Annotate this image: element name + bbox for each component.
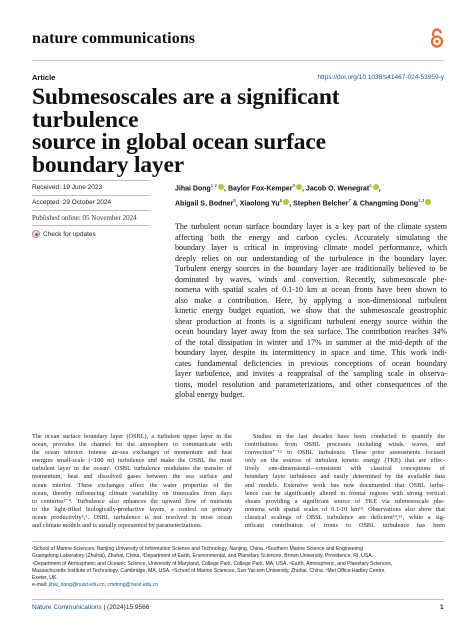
author-name[interactable]: Changming Dong bbox=[359, 200, 419, 208]
body-column-left bbox=[32, 433, 232, 530]
article-title bbox=[32, 86, 442, 176]
affiliation-superscript: 7 bbox=[348, 197, 351, 203]
author-separator: & bbox=[350, 200, 360, 208]
abstract-line: The turbulent ocean surface boundary layer is a key part of the climate system bbox=[175, 222, 447, 231]
author-name[interactable]: Jihai Dong bbox=[175, 185, 211, 193]
title-line: Submesoscales are a significant turbulence bbox=[32, 84, 340, 133]
abstract-line: ocean boundary layer away from the sea surface. The contribution reaches 34% bbox=[175, 327, 447, 336]
body-column-right bbox=[245, 433, 445, 530]
footer-journal-link[interactable]: Nature Communications bbox=[32, 604, 102, 611]
body-line: tively one-dimensional—consistent with classical conceptions of bbox=[245, 465, 445, 473]
open-access-lock-icon bbox=[430, 27, 444, 49]
abstract-line: layer turbulence, and invites a reappraisal of the sampling scale in observa- bbox=[175, 369, 447, 378]
body-line: Studies in the last decades have been conducted to quantify the bbox=[253, 433, 445, 440]
author-separator: , bbox=[289, 200, 294, 208]
affiliation-superscript: 3 bbox=[292, 183, 296, 188]
affiliations-divider bbox=[32, 541, 444, 542]
author-separator: , bbox=[302, 185, 306, 193]
doi-link[interactable]: https://doi.org/10.1038/s41467-024-53959-y bbox=[317, 74, 444, 81]
body-line: ocean interior. These exchanges affect the water properties of the bbox=[32, 481, 232, 489]
affiliation-line: Massachusetts Institute of Technology, Cambridge, MA, USA. ⁶School of Marine Sciences, Sun Yat-sen University, Zhuhai, China. ⁷Met Office Hadley Centre, bbox=[32, 567, 386, 574]
abstract-line: cates fundamental deficiencies in previous conceptions of ocean boundary bbox=[175, 358, 447, 368]
meta-divider bbox=[32, 225, 150, 226]
affiliation-lines bbox=[32, 546, 446, 582]
author-name[interactable]: Xiaolong Yu bbox=[239, 200, 280, 208]
abstract-line: boundary layer, despite its intermittency in space and time. This work indi- bbox=[175, 348, 447, 357]
body-line: nificant contribution of fronts to OSBL turbulence has been bbox=[245, 522, 445, 530]
abstract-line: shear production at fronts is a significant turbulent energy source within the bbox=[175, 316, 447, 326]
body-line: boundary layer turbulence and easily determined by the available data bbox=[245, 473, 445, 481]
meta-divider bbox=[32, 195, 150, 196]
body-line: ocean, provides the channel for the atmosphere to communicate with bbox=[32, 441, 232, 449]
affiliation-superscript: 1,2 bbox=[210, 183, 218, 188]
meta-divider bbox=[32, 180, 150, 181]
affiliations bbox=[32, 546, 446, 590]
body-line: nomena with spatial scales of 0.1-10 km¹³. Observations also show that bbox=[245, 505, 445, 513]
body-line: The ocean surface boundary layer (OSBL), a turbulent upper layer in the bbox=[32, 433, 232, 440]
check-for-updates-button[interactable] bbox=[32, 230, 96, 238]
body-line: to the light-filled biologically-productive layers, a control on primary bbox=[32, 505, 232, 513]
accepted-date: Accepted: 29 October 2024 bbox=[32, 199, 112, 206]
abstract-line: Turbulent energy sources in the boundary layer are traditionally believed to be bbox=[175, 264, 447, 273]
meta-divider bbox=[32, 210, 150, 211]
title-line: boundary layer bbox=[32, 151, 184, 178]
email-line bbox=[32, 582, 446, 589]
author-name[interactable]: Abigail S. Bodner bbox=[175, 200, 234, 208]
email-label: e-mail: bbox=[32, 582, 48, 589]
footer-citation bbox=[32, 604, 149, 611]
journal-name: nature communications bbox=[32, 30, 196, 47]
body-line: convection⁷⁻¹² to OSBL turbulence. These prior assessments focused bbox=[245, 449, 445, 457]
received-date: Received: 19 June 2023 bbox=[32, 184, 103, 191]
email-link[interactable]: jihai_dong@nuist.edu.cn; cmdong@nuist.edu.cn bbox=[48, 582, 159, 589]
abstract-line: also make a contribution. Here, by applying a non-dimensional turbulent bbox=[175, 295, 447, 305]
affiliation-superscript: 4 bbox=[369, 183, 372, 188]
abstract-line: of the total dissipation in winter and 17% in summer at the mid-depth of the bbox=[175, 337, 447, 347]
body-line: the ocean interior. Intense air-sea exchanges of momentum and heat bbox=[32, 449, 232, 457]
author-list bbox=[175, 180, 447, 210]
body-line: only on the sources of turbulent kinetic energy (TKE) that are effec- bbox=[245, 457, 445, 465]
article-type-label: Article bbox=[32, 73, 56, 82]
footer-volume: | (2024)15:9566 bbox=[103, 604, 150, 611]
body-line: lence can be significantly altered in frontal regions with strong vertical bbox=[245, 489, 445, 497]
author-separator: , bbox=[378, 185, 381, 193]
affiliation-line: Exeter, UK. bbox=[32, 575, 58, 582]
abstract-line: kinetic energy budget equation, we show that the submesoscale geostrophic bbox=[175, 306, 447, 315]
body-line: classical scalings of OBSL turbulence are deficient¹⁴,¹⁵, while a sig- bbox=[245, 513, 445, 521]
author-name[interactable]: Baylor Fox-Kemper bbox=[227, 185, 293, 193]
author-line bbox=[175, 195, 447, 210]
header-divider bbox=[32, 60, 444, 61]
abstract-line: tions, model resolution and parameterizations, and other consequences of the bbox=[175, 379, 447, 389]
orcid-icon[interactable] bbox=[425, 199, 431, 205]
affiliation-superscript: 1,2 bbox=[418, 197, 425, 203]
body-line: turbulent layer in the ocean¹. OSBL turbulence modulates the transfer of bbox=[32, 465, 232, 473]
body-line: ocean, thereby influencing climate variability on timescales from days bbox=[32, 489, 232, 497]
title-line: source in global ocean surface bbox=[32, 129, 326, 155]
author-name[interactable]: Jacob O. Wenegrat bbox=[305, 185, 370, 193]
body-line: to centuries²⁻⁴. Turbulence also enhances the upward flow of nutrients bbox=[32, 497, 232, 505]
body-line: and models. Extensive work has now documented that OSBL turbu- bbox=[245, 481, 445, 489]
author-name[interactable]: Stephen Belcher bbox=[293, 200, 349, 208]
author-separator: , bbox=[224, 185, 228, 193]
affiliation-line: Guangdong Laboratory (Zhuhai), Zhuhai, China. ³Department of Earth, Environmental, and Planetary Sciences, Brown University, Providence, RI, USA. bbox=[32, 553, 374, 560]
author-separator: , bbox=[235, 200, 240, 208]
check-updates-label: Check for updates bbox=[43, 230, 96, 238]
body-line: ocean productivity⁵,⁶. OSBL turbulence is not resolved in most ocean bbox=[32, 513, 232, 521]
affiliation-superscript: 6 bbox=[279, 197, 283, 203]
body-line: energize small-scale (<100 m) turbulence and make the OSBL the most bbox=[32, 457, 232, 465]
affiliation-line: ¹School of Marine Sciences, Nanjing University of Information Science and Technology, Nanjing, China. ²Southern Marine Science and Engineering bbox=[32, 546, 364, 552]
body-line: and climate models and is usually represented by parameterizations. bbox=[32, 522, 203, 530]
published-date: Published online: 05 November 2024 bbox=[32, 214, 137, 222]
abstract-line: global energy budget. bbox=[175, 390, 245, 399]
footer-divider bbox=[32, 599, 444, 600]
author-line bbox=[175, 180, 447, 195]
abstract-line: boundary layer is critical in improving climate model performance, which bbox=[175, 243, 447, 252]
body-line: momentum, heat and dissolved gases between the sea surface and bbox=[32, 473, 232, 481]
body-line: contributions from OSBL processes including winds, waves, and bbox=[245, 441, 445, 449]
abstract-line: nomena with spatial scales of 0.1-10 km at ocean fronts have been shown to bbox=[175, 285, 447, 294]
abstract-line: dominated by waves, winds and convection. Recently, submesoscale phe- bbox=[175, 274, 447, 284]
abstract bbox=[175, 222, 447, 401]
body-line: shears providing a significant source of TKE via submesoscale phe- bbox=[245, 497, 445, 505]
check-updates-icon bbox=[32, 230, 40, 238]
affiliation-superscript: 5 bbox=[233, 197, 236, 203]
abstract-line: affecting both the energy and carbon cycles. Accurately simulating the bbox=[175, 232, 447, 242]
abstract-line: deeply relies on our understanding of the turbulence in the boundary layer. bbox=[175, 253, 447, 263]
page-number: 1 bbox=[440, 604, 444, 611]
affiliation-line: ⁴Department of Atmospheric and Oceanic Science, University of Maryland, College Park, College Park, MA, USA. ⁵Earth, Atmospheric, and Planetary Sciences, bbox=[32, 560, 393, 567]
